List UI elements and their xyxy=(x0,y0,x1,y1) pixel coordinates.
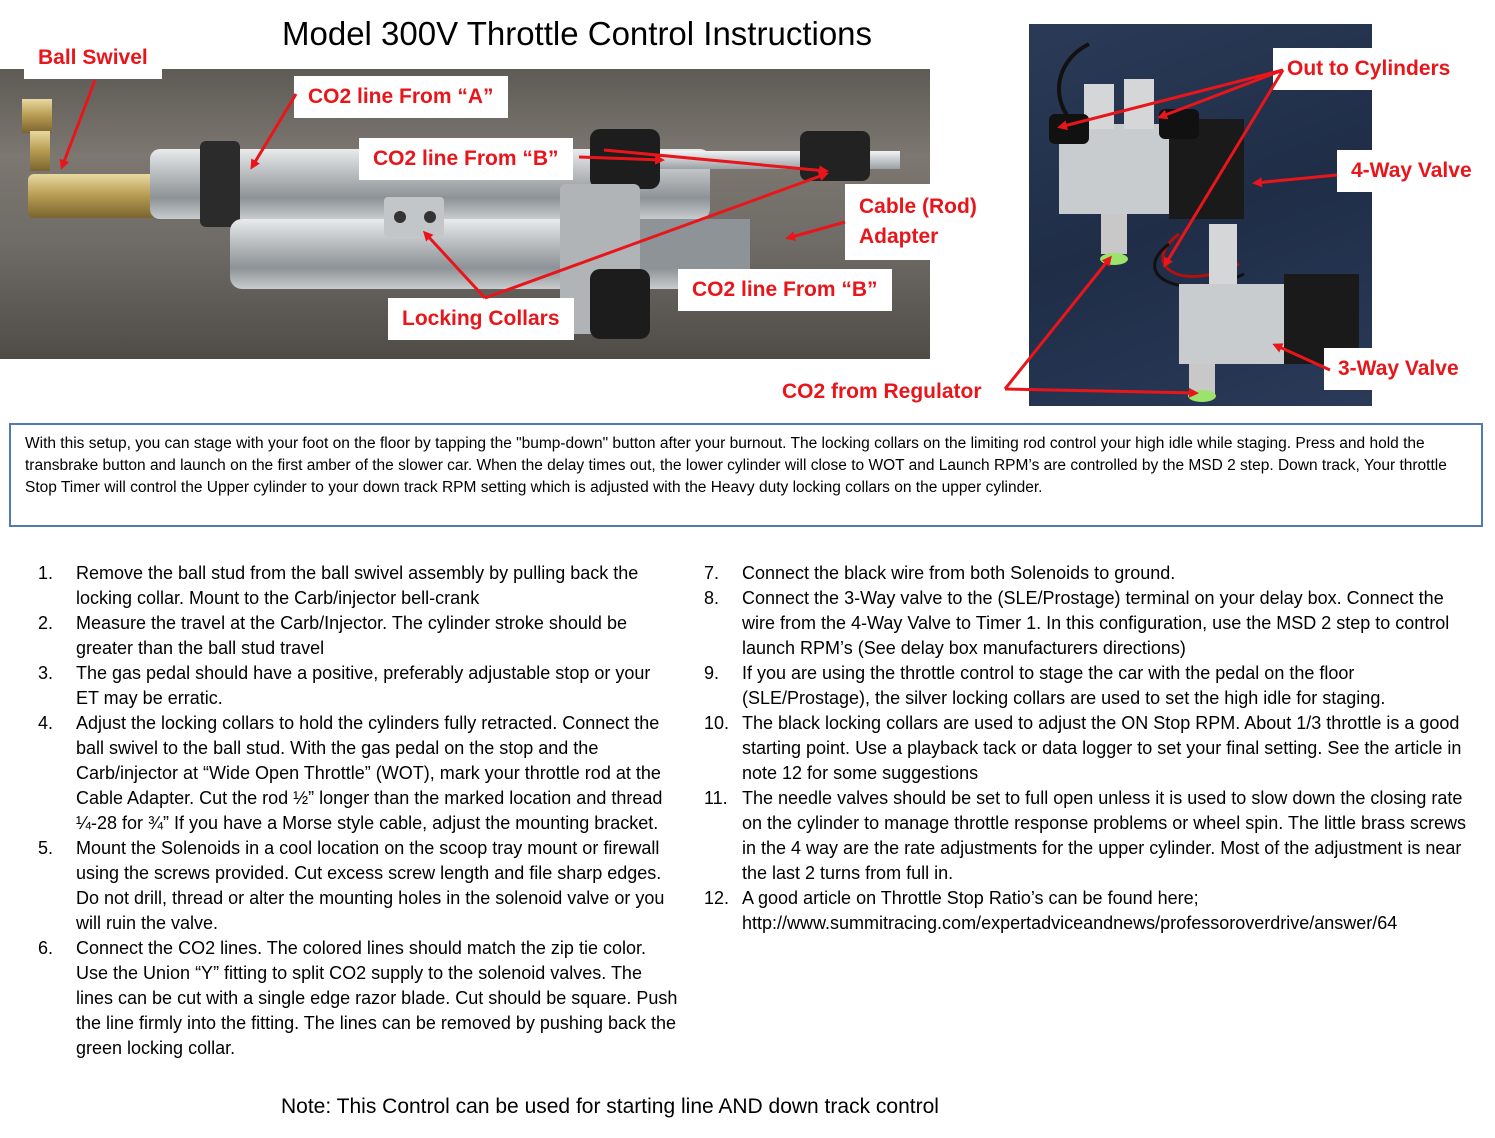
list-item xyxy=(704,711,1474,786)
step-number: 11. xyxy=(704,788,728,808)
label-out-to-cylinders: Out to Cylinders xyxy=(1273,48,1464,90)
list-item xyxy=(38,611,678,661)
three-way-valve-body xyxy=(1179,284,1289,364)
label-co2-from-regulator: CO2 from Regulator xyxy=(782,380,982,403)
step-text: Connect the CO2 lines. The colored lines should match the zip tie color. Use the Union “Y” fitting to split CO2 supply to the solenoid valves. The lines can be cut with a single edge razor blade. Cut should be square. Push the line firmly into the fitting. The lines can be removed by pushing back the green locking collar. xyxy=(76,938,678,1058)
step-text: The gas pedal should have a positive, preferably adjustable stop or your ET may be erratic. xyxy=(76,663,651,708)
label-three-way-valve: 3-Way Valve xyxy=(1324,348,1473,390)
list-item xyxy=(704,661,1474,711)
step-text: Connect the 3-Way valve to the (SLE/Prostage) terminal on your delay box. Connect the wire from the 4-Way Valve to Timer 1. In this configuration, use the MSD 2 step to control launch RPM’s (See delay box manufacturers directions) xyxy=(742,588,1450,658)
label-locking-collars: Locking Collars xyxy=(388,298,574,340)
step-text: Remove the ball stud from the ball swivel assembly by pulling back the locking collar. Mount to the Carb/injector bell-crank xyxy=(76,563,639,608)
step-number: 4. xyxy=(38,713,54,733)
list-item xyxy=(38,936,678,1061)
step-number: 9. xyxy=(704,663,720,683)
step-number: 7. xyxy=(704,563,720,583)
step-number: 6. xyxy=(38,938,54,958)
label-cable-adapter-line1: Cable (Rod) xyxy=(859,195,977,218)
list-item xyxy=(38,711,678,836)
list-item xyxy=(704,561,1474,586)
step-text: The needle valves should be set to full open unless it is used to slow down the closing rate on the cylinder to manage throttle response problems or wheel spin. The little brass screws in the 4 way are the rate adjustments for the upper cylinder. Most of the adjustment is near the last 2 turns from full in. xyxy=(742,788,1467,883)
step-number: 10. xyxy=(704,713,730,733)
step-text: A good article on Throttle Stop Ratio’s can be found here; http://www.summitracing.com/expertadviceandnews/professoroverdrive/answer/64 xyxy=(742,888,1398,933)
label-co2-line-b-bottom: CO2 line From “B” xyxy=(678,269,892,311)
ball-swivel-stud xyxy=(22,99,52,133)
step-number: 2. xyxy=(38,613,54,633)
page-title: Model 300V Throttle Control Instructions xyxy=(282,15,873,52)
steps-list-right xyxy=(704,561,1474,936)
step-number: 8. xyxy=(704,588,720,608)
list-item xyxy=(38,661,678,711)
list-item xyxy=(704,586,1474,661)
step-text: If you are using the throttle control to stage the car with the pedal on the floor (SLE/Prostage), the silver locking collars are used to set the high idle for staging. xyxy=(742,663,1386,708)
step-text: The black locking collars are used to adjust the ON Stop RPM. About 1/3 throttle is a good starting point. Use a playback tack or data logger to set your final setting. See the article in note 12 for some suggestions xyxy=(742,713,1462,783)
label-co2-line-a: CO2 line From “A” xyxy=(294,76,508,118)
list-item xyxy=(704,786,1474,886)
label-co2-line-b-top: CO2 line From “B” xyxy=(359,138,573,180)
step-text: Measure the travel at the Carb/Injector. The cylinder stroke should be greater than the ball stud travel xyxy=(76,613,627,658)
label-four-way-valve: 4-Way Valve xyxy=(1337,150,1486,192)
step-number: 5. xyxy=(38,838,54,858)
footer-note: Note: This Control can be used for starting line AND down track control xyxy=(281,1095,939,1118)
list-item xyxy=(38,836,678,936)
label-ball-swivel: Ball Swivel xyxy=(24,37,162,79)
cable-adapter xyxy=(800,131,870,181)
label-cable-adapter-line2: Adapter xyxy=(859,225,939,248)
step-text: Mount the Solenoids in a cool location on the scoop tray mount or firewall using the screws provided. Cut excess screw length and file sharp edges. Do not drill, thread or alter the mounting holes in the solenoid valve or you will ruin the valve. xyxy=(76,838,665,933)
ball-swivel-body xyxy=(28,174,158,218)
intro-text-box xyxy=(9,423,1483,527)
list-item xyxy=(38,561,678,611)
label-cable-adapter xyxy=(845,184,991,260)
list-item xyxy=(704,886,1474,936)
step-text: Connect the black wire from both Solenoids to ground. xyxy=(742,563,1176,583)
step-number: 1. xyxy=(38,563,54,583)
steps-list-left xyxy=(38,561,678,1061)
step-number: 12. xyxy=(704,888,730,908)
intro-text: With this setup, you can stage with your foot on the floor by tapping the "bump-down" button after your burnout. The locking collars on the limiting rod control your high idle while staging. Press and hold the transbrake button and launch on the first amber of the slower car. When the delay times out, the lower cylinder will close to WOT and Launch RPM’s are controlled by the MSD 2 step. Down track, Your throttle Stop Timer will control the Upper cylinder to your down track RPM setting which is adjusted with the Heavy duty locking collars on the upper cylinder. xyxy=(25,435,1447,496)
step-number: 3. xyxy=(38,663,54,683)
step-text: Adjust the locking collars to hold the cylinders fully retracted. Connect the ball swivel to the ball stud. With the gas pedal on the stop and the Carb/injector at “Wide Open Throttle” (WOT), mark your throttle rod at the Cable Adapter. Cut the rod ½” longer than the marked location and thread ¼-28 for ¾” If you have a Morse style cable, adjust the mounting bracket. xyxy=(76,713,663,833)
